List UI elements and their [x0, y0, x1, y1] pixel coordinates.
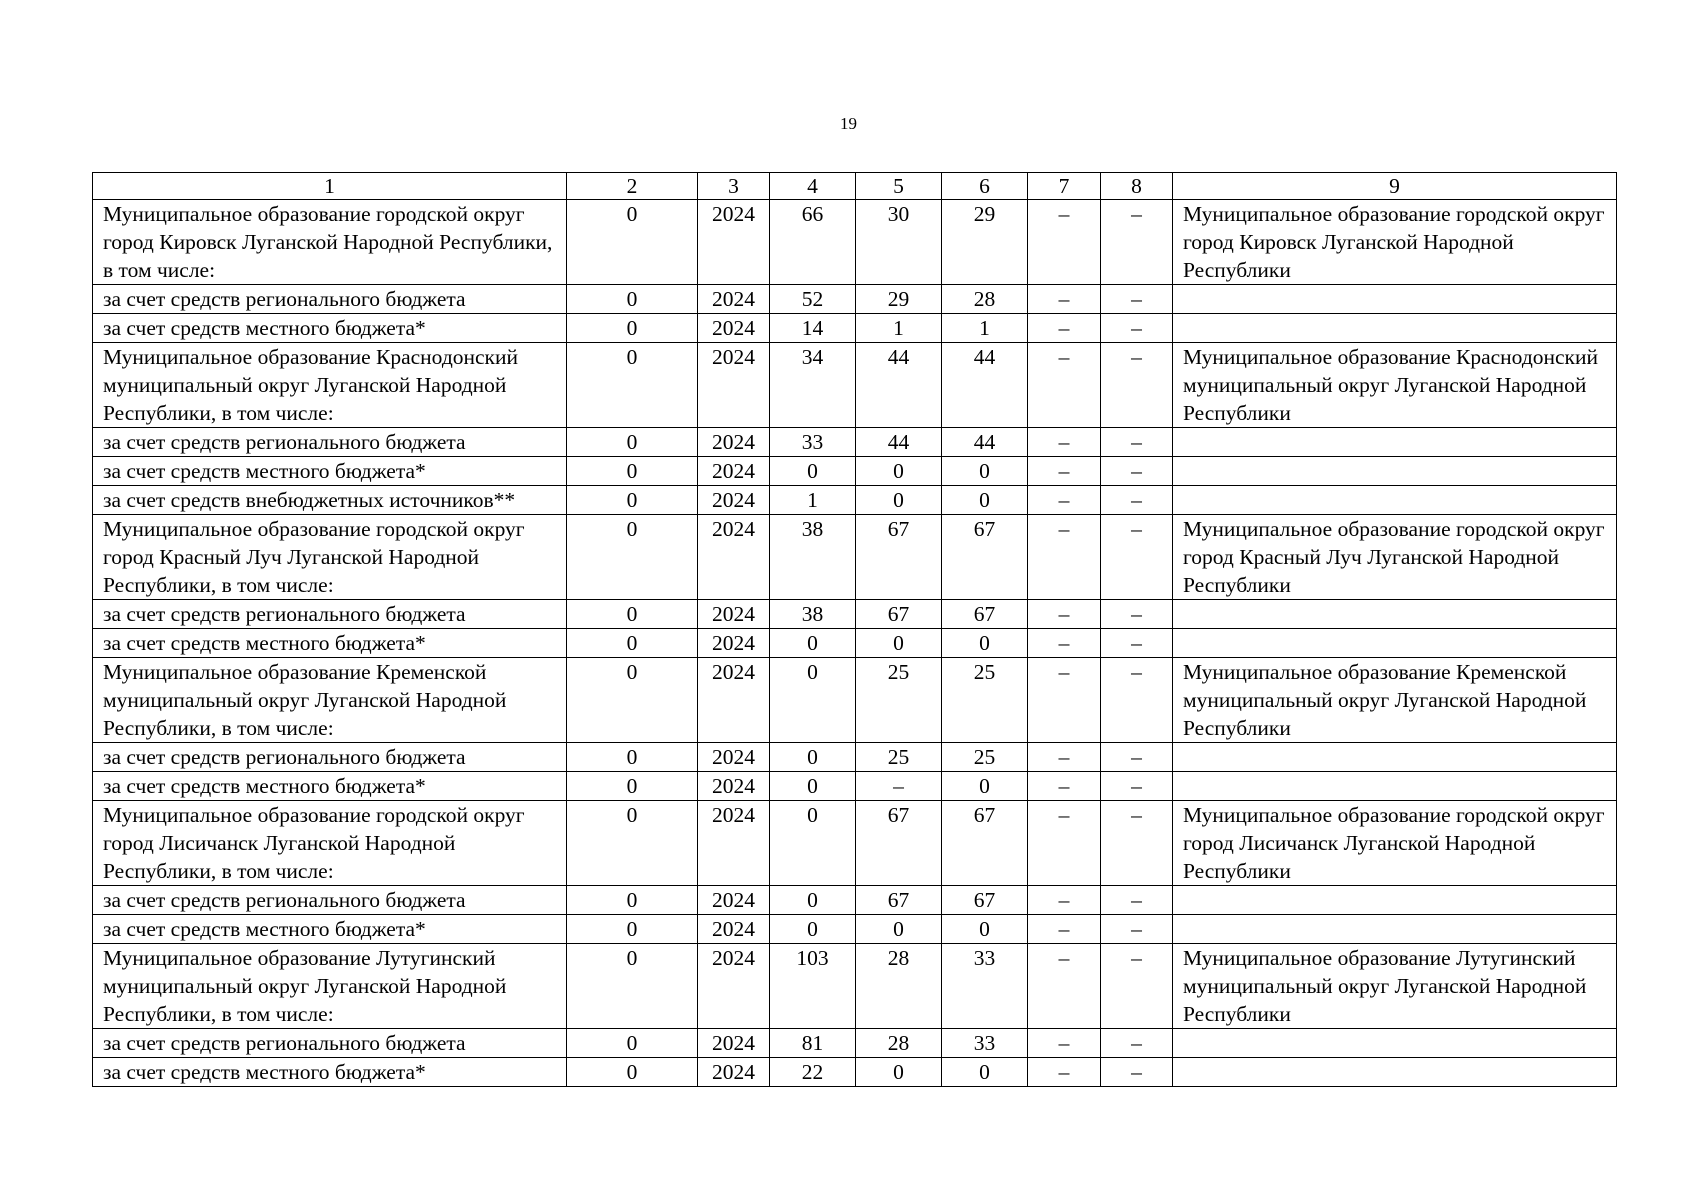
executor-cell: [1173, 886, 1617, 915]
col8-cell: –: [1101, 886, 1173, 915]
year-cell: 2024: [698, 915, 770, 944]
col2-cell: 0: [567, 658, 698, 743]
column-header: 5: [856, 173, 942, 200]
table-row: [93, 629, 1617, 658]
col4-cell: 22: [770, 1058, 856, 1087]
col7-cell: –: [1028, 944, 1101, 1029]
col7-cell: –: [1028, 515, 1101, 600]
row-name-cell: за счет средств местного бюджета*: [93, 457, 567, 486]
col5-cell: –: [856, 772, 942, 801]
col7-cell: –: [1028, 801, 1101, 886]
executor-cell: [1173, 1029, 1617, 1058]
col7-cell: –: [1028, 658, 1101, 743]
col6-cell: 67: [942, 515, 1028, 600]
col4-cell: 14: [770, 314, 856, 343]
year-cell: 2024: [698, 486, 770, 515]
col5-cell: 0: [856, 915, 942, 944]
row-name-cell: за счет средств регионального бюджета: [93, 886, 567, 915]
executor-cell: Муниципальное образование городской округ город Кировск Луганской Народной Республики: [1173, 200, 1617, 285]
col8-cell: –: [1101, 428, 1173, 457]
col6-cell: 0: [942, 457, 1028, 486]
row-name-cell: за счет средств местного бюджета*: [93, 314, 567, 343]
col5-cell: 1: [856, 314, 942, 343]
row-name-cell: Муниципальное образование Лутугинский муниципальный округ Луганской Народной Республики, в том числе:: [93, 944, 567, 1029]
col5-cell: 67: [856, 886, 942, 915]
year-cell: 2024: [698, 285, 770, 314]
row-name-cell: Муниципальное образование Краснодонский муниципальный округ Луганской Народной Республики, в том числе:: [93, 343, 567, 428]
col8-cell: –: [1101, 801, 1173, 886]
col4-cell: 38: [770, 600, 856, 629]
col8-cell: –: [1101, 314, 1173, 343]
column-header: 6: [942, 173, 1028, 200]
col4-cell: 52: [770, 285, 856, 314]
row-name-cell: за счет средств внебюджетных источников**: [93, 486, 567, 515]
table-row: [93, 515, 1617, 600]
col7-cell: –: [1028, 886, 1101, 915]
column-header: 7: [1028, 173, 1101, 200]
col6-cell: 0: [942, 486, 1028, 515]
col2-cell: 0: [567, 801, 698, 886]
col2-cell: 0: [567, 743, 698, 772]
table-row: [93, 915, 1617, 944]
row-name-cell: за счет средств регионального бюджета: [93, 1029, 567, 1058]
col7-cell: –: [1028, 486, 1101, 515]
col6-cell: 29: [942, 200, 1028, 285]
col2-cell: 0: [567, 486, 698, 515]
col8-cell: –: [1101, 486, 1173, 515]
col7-cell: –: [1028, 285, 1101, 314]
year-cell: 2024: [698, 457, 770, 486]
col2-cell: 0: [567, 629, 698, 658]
col8-cell: –: [1101, 944, 1173, 1029]
col5-cell: 0: [856, 629, 942, 658]
column-header: 3: [698, 173, 770, 200]
table-row: [93, 1058, 1617, 1087]
col4-cell: 0: [770, 886, 856, 915]
col6-cell: 33: [942, 944, 1028, 1029]
col6-cell: 0: [942, 772, 1028, 801]
table-row: [93, 658, 1617, 743]
col8-cell: –: [1101, 1058, 1173, 1087]
col5-cell: 44: [856, 428, 942, 457]
table-row: [93, 486, 1617, 515]
col4-cell: 38: [770, 515, 856, 600]
col5-cell: 25: [856, 658, 942, 743]
row-name-cell: Муниципальное образование городской округ город Красный Луч Луганской Народной Республики, в том числе:: [93, 515, 567, 600]
executor-cell: [1173, 600, 1617, 629]
col7-cell: –: [1028, 915, 1101, 944]
col2-cell: 0: [567, 772, 698, 801]
column-header: 4: [770, 173, 856, 200]
col6-cell: 67: [942, 600, 1028, 629]
col2-cell: 0: [567, 200, 698, 285]
executor-cell: [1173, 743, 1617, 772]
col4-cell: 103: [770, 944, 856, 1029]
col7-cell: –: [1028, 200, 1101, 285]
header-row: [93, 173, 1617, 200]
col6-cell: 25: [942, 658, 1028, 743]
column-header: 9: [1173, 173, 1617, 200]
executor-cell: Муниципальное образование Лутугинский муниципальный округ Луганской Народной Республики: [1173, 944, 1617, 1029]
col4-cell: 0: [770, 743, 856, 772]
col8-cell: –: [1101, 658, 1173, 743]
col6-cell: 67: [942, 886, 1028, 915]
col7-cell: –: [1028, 428, 1101, 457]
col2-cell: 0: [567, 1029, 698, 1058]
executor-cell: Муниципальное образование городской округ город Лисичанск Луганской Народной Республики: [1173, 801, 1617, 886]
col4-cell: 66: [770, 200, 856, 285]
table-row: [93, 1029, 1617, 1058]
col7-cell: –: [1028, 629, 1101, 658]
year-cell: 2024: [698, 1029, 770, 1058]
table-row: [93, 200, 1617, 285]
row-name-cell: за счет средств местного бюджета*: [93, 629, 567, 658]
year-cell: 2024: [698, 314, 770, 343]
row-name-cell: за счет средств регионального бюджета: [93, 600, 567, 629]
table-row: [93, 457, 1617, 486]
row-name-cell: Муниципальное образование городской округ город Кировск Луганской Народной Республики, в том числе:: [93, 200, 567, 285]
table-row: [93, 743, 1617, 772]
col8-cell: –: [1101, 343, 1173, 428]
executor-cell: [1173, 285, 1617, 314]
col6-cell: 33: [942, 1029, 1028, 1058]
column-header: 8: [1101, 173, 1173, 200]
col4-cell: 34: [770, 343, 856, 428]
col2-cell: 0: [567, 944, 698, 1029]
executor-cell: [1173, 1058, 1617, 1087]
year-cell: 2024: [698, 428, 770, 457]
table-row: [93, 600, 1617, 629]
executor-cell: [1173, 314, 1617, 343]
executor-cell: [1173, 772, 1617, 801]
col4-cell: 1: [770, 486, 856, 515]
col2-cell: 0: [567, 1058, 698, 1087]
executor-cell: [1173, 629, 1617, 658]
col6-cell: 67: [942, 801, 1028, 886]
year-cell: 2024: [698, 944, 770, 1029]
row-name-cell: за счет средств регионального бюджета: [93, 285, 567, 314]
year-cell: 2024: [698, 200, 770, 285]
year-cell: 2024: [698, 801, 770, 886]
col6-cell: 28: [942, 285, 1028, 314]
executor-cell: Муниципальное образование городской округ город Красный Луч Луганской Народной Республики: [1173, 515, 1617, 600]
col7-cell: –: [1028, 743, 1101, 772]
executor-cell: [1173, 457, 1617, 486]
page-number: 19: [840, 114, 857, 133]
col8-cell: –: [1101, 600, 1173, 629]
col6-cell: 44: [942, 428, 1028, 457]
executor-cell: Муниципальное образование Краснодонский муниципальный округ Луганской Народной Республики: [1173, 343, 1617, 428]
col8-cell: –: [1101, 457, 1173, 486]
col5-cell: 29: [856, 285, 942, 314]
year-cell: 2024: [698, 772, 770, 801]
col7-cell: –: [1028, 457, 1101, 486]
col8-cell: –: [1101, 285, 1173, 314]
col2-cell: 0: [567, 886, 698, 915]
table-row: [93, 314, 1617, 343]
col8-cell: –: [1101, 515, 1173, 600]
year-cell: 2024: [698, 600, 770, 629]
col4-cell: 33: [770, 428, 856, 457]
col5-cell: 0: [856, 457, 942, 486]
col5-cell: 0: [856, 486, 942, 515]
col6-cell: 0: [942, 1058, 1028, 1087]
row-name-cell: за счет средств местного бюджета*: [93, 1058, 567, 1087]
table-row: [93, 801, 1617, 886]
col6-cell: 0: [942, 629, 1028, 658]
col4-cell: 0: [770, 457, 856, 486]
row-name-cell: за счет средств регионального бюджета: [93, 428, 567, 457]
col4-cell: 0: [770, 772, 856, 801]
col7-cell: –: [1028, 1029, 1101, 1058]
col5-cell: 44: [856, 343, 942, 428]
col8-cell: –: [1101, 629, 1173, 658]
col2-cell: 0: [567, 457, 698, 486]
col4-cell: 0: [770, 915, 856, 944]
col2-cell: 0: [567, 600, 698, 629]
col5-cell: 67: [856, 515, 942, 600]
table-row: [93, 886, 1617, 915]
col2-cell: 0: [567, 428, 698, 457]
row-name-cell: Муниципальное образование Кременской муниципальный округ Луганской Народной Республики, в том числе:: [93, 658, 567, 743]
col7-cell: –: [1028, 1058, 1101, 1087]
row-name-cell: за счет средств регионального бюджета: [93, 743, 567, 772]
year-cell: 2024: [698, 658, 770, 743]
data-table: [92, 172, 1617, 1087]
col5-cell: 25: [856, 743, 942, 772]
col7-cell: –: [1028, 600, 1101, 629]
column-header: 1: [93, 173, 567, 200]
col7-cell: –: [1028, 772, 1101, 801]
executor-cell: [1173, 486, 1617, 515]
year-cell: 2024: [698, 886, 770, 915]
col2-cell: 0: [567, 515, 698, 600]
col7-cell: –: [1028, 314, 1101, 343]
col6-cell: 1: [942, 314, 1028, 343]
table-row: [93, 772, 1617, 801]
col6-cell: 25: [942, 743, 1028, 772]
col2-cell: 0: [567, 915, 698, 944]
col5-cell: 67: [856, 801, 942, 886]
col4-cell: 81: [770, 1029, 856, 1058]
col4-cell: 0: [770, 801, 856, 886]
table-row: [93, 285, 1617, 314]
col2-cell: 0: [567, 314, 698, 343]
column-header: 2: [567, 173, 698, 200]
table-body: [93, 200, 1617, 1087]
row-name-cell: Муниципальное образование городской округ город Лисичанск Луганской Народной Республики, в том числе:: [93, 801, 567, 886]
col4-cell: 0: [770, 658, 856, 743]
col6-cell: 44: [942, 343, 1028, 428]
row-name-cell: за счет средств местного бюджета*: [93, 772, 567, 801]
col4-cell: 0: [770, 629, 856, 658]
year-cell: 2024: [698, 743, 770, 772]
executor-cell: [1173, 915, 1617, 944]
col5-cell: 28: [856, 1029, 942, 1058]
col5-cell: 0: [856, 1058, 942, 1087]
col8-cell: –: [1101, 772, 1173, 801]
col8-cell: –: [1101, 915, 1173, 944]
executor-cell: [1173, 428, 1617, 457]
year-cell: 2024: [698, 343, 770, 428]
col5-cell: 30: [856, 200, 942, 285]
table-row: [93, 428, 1617, 457]
col8-cell: –: [1101, 743, 1173, 772]
table-row: [93, 944, 1617, 1029]
year-cell: 2024: [698, 515, 770, 600]
executor-cell: Муниципальное образование Кременской муниципальный округ Луганской Народной Республики: [1173, 658, 1617, 743]
col2-cell: 0: [567, 343, 698, 428]
col7-cell: –: [1028, 343, 1101, 428]
col2-cell: 0: [567, 285, 698, 314]
row-name-cell: за счет средств местного бюджета*: [93, 915, 567, 944]
year-cell: 2024: [698, 629, 770, 658]
col8-cell: –: [1101, 200, 1173, 285]
col8-cell: –: [1101, 1029, 1173, 1058]
table-row: [93, 343, 1617, 428]
col5-cell: 67: [856, 600, 942, 629]
year-cell: 2024: [698, 1058, 770, 1087]
col5-cell: 28: [856, 944, 942, 1029]
col6-cell: 0: [942, 915, 1028, 944]
